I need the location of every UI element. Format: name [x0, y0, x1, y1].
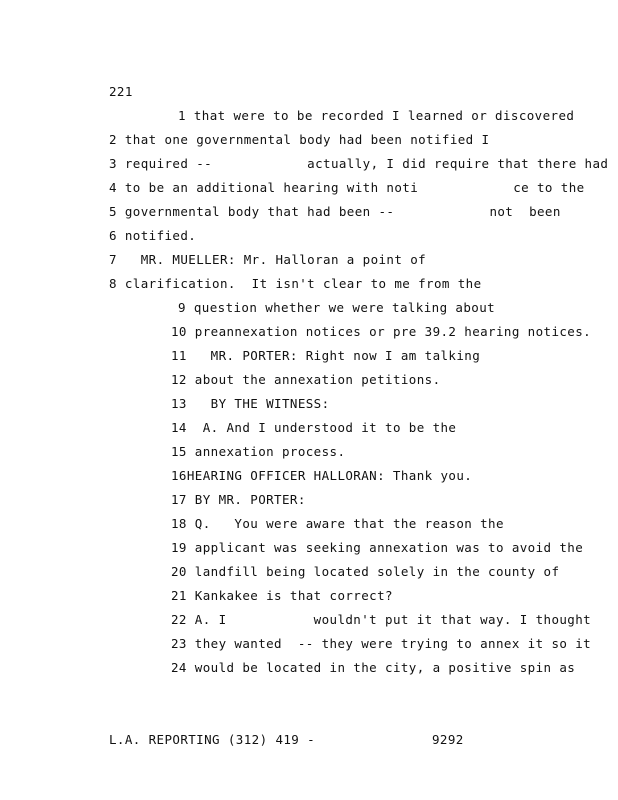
line-number: 24: [171, 660, 187, 675]
transcript-line-13: [171, 396, 330, 412]
line-number: 11: [171, 348, 187, 363]
line-text: clarification. It isn't clear to me from the: [124, 276, 482, 291]
line-text: preannexation notices or pre 39.2 hearing notices.: [194, 324, 592, 339]
line-text: that were to be recorded I learned or discovered: [193, 108, 575, 123]
line-number: 17: [171, 492, 187, 507]
footer-reporter: L.A. REPORTING (312) 419 -: [109, 732, 316, 747]
line-text: question whether we were talking about: [193, 300, 496, 315]
transcript-line-6: [109, 228, 196, 244]
line-number: 23: [171, 636, 187, 651]
line-number: 19: [171, 540, 187, 555]
transcript-line-10: [171, 324, 591, 340]
transcript-line-12: [171, 372, 441, 388]
transcript-line-1: [178, 108, 574, 124]
line-number: 6: [109, 228, 117, 243]
line-number: 9: [178, 300, 186, 315]
line-text: would be located in the city, a positive spin as: [194, 660, 576, 675]
transcript-line-15: [171, 444, 345, 460]
transcript-line-5: [109, 204, 561, 220]
transcript-line-14: [171, 420, 456, 436]
line-number: 18: [171, 516, 187, 531]
transcript-line-18: [171, 516, 504, 532]
line-number: 20: [171, 564, 187, 579]
line-text: annexation process.: [194, 444, 346, 459]
line-number: 3: [109, 156, 117, 171]
line-text: BY THE WITNESS:: [194, 396, 330, 411]
line-text: they wanted -- they were trying to annex it so it: [194, 636, 592, 651]
line-text: to be an additional hearing with noti ce to the: [124, 180, 585, 195]
line-number: 2: [109, 132, 117, 147]
line-number: 14: [171, 420, 187, 435]
page-number: 221: [109, 84, 133, 99]
line-number: 12: [171, 372, 187, 387]
transcript-line-11: [171, 348, 480, 364]
transcript-line-21: [171, 588, 393, 604]
footer-phone-number: 9292: [432, 732, 464, 747]
line-text: HEARING OFFICER HALLORAN: Thank you.: [186, 468, 473, 483]
transcript-line-24: [171, 660, 575, 676]
line-number: 10: [171, 324, 187, 339]
line-text: Q. You were aware that the reason the: [194, 516, 504, 531]
transcript-line-3: [109, 156, 608, 172]
line-text: A. And I understood it to be the: [194, 420, 457, 435]
transcript-line-2: [109, 132, 489, 148]
transcript-line-22: [171, 612, 591, 628]
line-number: 16: [171, 468, 187, 483]
line-text: about the annexation petitions.: [194, 372, 441, 387]
line-number: 5: [109, 204, 117, 219]
line-number: 13: [171, 396, 187, 411]
line-number: 4: [109, 180, 117, 195]
line-text: landfill being located solely in the county of: [194, 564, 560, 579]
transcript-line-4: [109, 180, 585, 196]
line-text: BY MR. PORTER:: [194, 492, 306, 507]
line-number: 22: [171, 612, 187, 627]
transcript-line-16: [171, 468, 472, 484]
line-text: Kankakee is that correct?: [194, 588, 393, 603]
line-text: that one governmental body had been notified I: [124, 132, 490, 147]
line-number: 7: [109, 252, 117, 267]
transcript-line-17: [171, 492, 306, 508]
line-text: MR. MUELLER: Mr. Halloran a point of: [124, 252, 427, 267]
line-text: governmental body that had been -- not been: [124, 204, 561, 219]
transcript-line-9: [178, 300, 495, 316]
line-number: 8: [109, 276, 117, 291]
line-number: 1: [178, 108, 186, 123]
transcript-line-19: [171, 540, 583, 556]
line-text: A. I wouldn't put it that way. I thought: [194, 612, 592, 627]
transcript-line-7: [109, 252, 426, 268]
line-text: applicant was seeking annexation was to avoid the: [194, 540, 584, 555]
line-text: required -- actually, I did require that there had: [124, 156, 609, 171]
transcript-line-8: [109, 276, 482, 292]
transcript-line-20: [171, 564, 559, 580]
line-number: 21: [171, 588, 187, 603]
line-text: notified.: [124, 228, 197, 243]
line-text: MR. PORTER: Right now I am talking: [194, 348, 481, 363]
line-number: 15: [171, 444, 187, 459]
transcript-line-23: [171, 636, 591, 652]
